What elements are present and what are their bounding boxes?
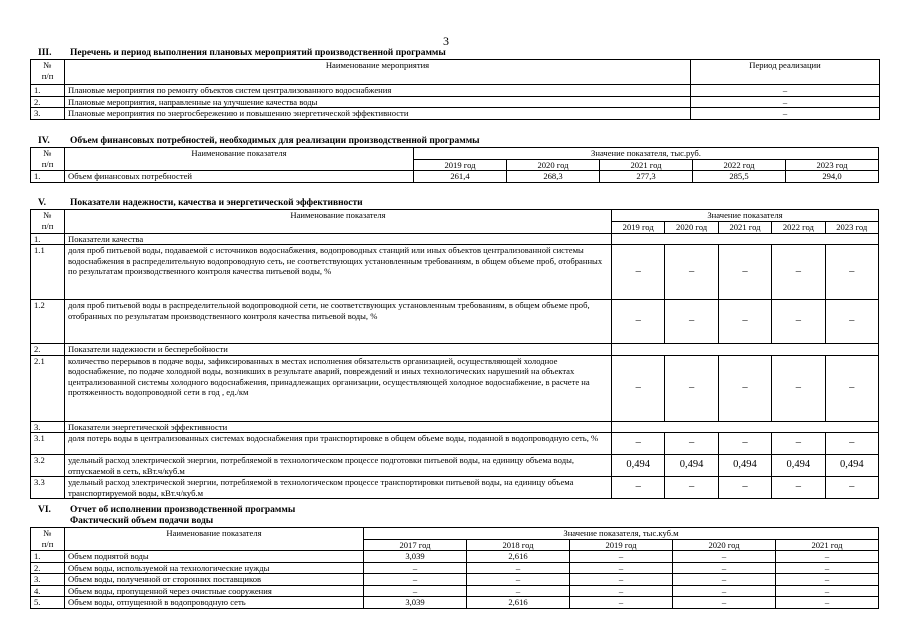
value-cell: 277,3: [600, 171, 693, 183]
value-cell: 294,0: [786, 171, 879, 183]
year-header: 2021 год: [600, 159, 693, 171]
table-row: [31, 597, 879, 609]
year-header: 2017 год: [364, 539, 467, 551]
section-4-number: IV.: [38, 136, 50, 146]
year-header: 2022 год: [693, 159, 786, 171]
value-cell: –: [467, 562, 570, 574]
section-4-title: Объем финансовых потребностей, необходимых для реализации производственной программы: [70, 136, 480, 146]
value-cell: 0,494: [612, 455, 665, 477]
row-number: 5.: [31, 597, 65, 609]
value-cell: –: [825, 300, 878, 344]
value-cell: 0,494: [772, 455, 825, 477]
table-row: [31, 355, 879, 421]
value-cell: 3,039: [364, 551, 467, 563]
value-cell: –: [570, 562, 673, 574]
value-cell: –: [772, 433, 825, 455]
section-3-heading: [38, 48, 446, 58]
value-cell: –: [718, 433, 771, 455]
row-name: доля проб питьевой воды в распределительной водопроводной сети, не соответствующих установленным требованиям, в общем объеме проб, отобранных по результатам производственного контроля качества питьевой воды, %: [65, 300, 612, 344]
value-cell: –: [364, 574, 467, 586]
value-cell: –: [776, 574, 879, 586]
group-title: Показатели качества: [65, 233, 612, 245]
value-cell: –: [776, 562, 879, 574]
empty-cell: [612, 344, 879, 356]
value-cell: –: [776, 597, 879, 609]
group-row: [31, 344, 879, 356]
value-cell: –: [665, 477, 718, 499]
value-cell: –: [776, 585, 879, 597]
value-cell: –: [718, 477, 771, 499]
empty-cell: [612, 421, 879, 433]
row-number: 3.: [31, 421, 65, 433]
row-number: 3.3: [31, 477, 65, 499]
table-header-row: [31, 148, 879, 160]
col-header-no: № п/п: [31, 528, 65, 551]
row-number: 2.1: [31, 355, 65, 421]
value-cell: –: [665, 300, 718, 344]
col-header-no: № п/п: [31, 60, 65, 85]
table-header-row: [31, 210, 879, 222]
value-cell: –: [776, 551, 879, 563]
value-cell: –: [570, 585, 673, 597]
value-cell: –: [665, 433, 718, 455]
table-header-row: [31, 60, 880, 85]
year-header: 2020 год: [673, 539, 776, 551]
empty-cell: [612, 233, 879, 245]
row-number: 2.: [31, 344, 65, 356]
group-row: [31, 233, 879, 245]
row-number: 3.: [31, 108, 65, 120]
row-number: 1.: [31, 233, 65, 245]
value-cell: –: [612, 433, 665, 455]
year-header: 2020 год: [507, 159, 600, 171]
value-cell: 268,3: [507, 171, 600, 183]
table-row: [31, 85, 880, 97]
row-period: –: [691, 96, 880, 108]
col-header-value: Значение показателя, тыс.руб.: [414, 148, 879, 160]
value-cell: –: [718, 355, 771, 421]
value-cell: 2,616: [467, 551, 570, 563]
table-row: [31, 585, 879, 597]
year-header: 2023 год: [786, 159, 879, 171]
table-row: [31, 433, 879, 455]
col-header-name: Наименование показателя: [65, 210, 612, 234]
row-number: 1.: [31, 171, 65, 183]
table-row: [31, 171, 879, 183]
row-number: 4.: [31, 585, 65, 597]
year-header: 2019 год: [570, 539, 673, 551]
section-6-number: VI.: [38, 505, 51, 515]
row-number: 3.1: [31, 433, 65, 455]
value-cell: –: [718, 245, 771, 300]
col-header-value: Значение показателя, тыс.куб.м: [364, 528, 879, 540]
section-4-heading: [38, 136, 480, 146]
year-header: 2020 год: [665, 221, 718, 233]
row-number: 1.: [31, 85, 65, 97]
row-name: Объем финансовых потребностей: [65, 171, 414, 183]
col-header-period: Период реализации: [691, 60, 880, 85]
year-header: 2023 год: [825, 221, 878, 233]
row-name: Объем воды, используемой на технологические нужды: [65, 562, 364, 574]
value-cell: –: [673, 597, 776, 609]
value-cell: –: [570, 574, 673, 586]
value-cell: 0,494: [665, 455, 718, 477]
section-6-heading: [38, 505, 295, 515]
table-row: [31, 96, 880, 108]
value-cell: –: [825, 355, 878, 421]
year-header: 2019 год: [612, 221, 665, 233]
year-header: 2021 год: [776, 539, 879, 551]
row-name: Плановые мероприятия по ремонту объектов систем централизованного водоснабжения: [65, 85, 691, 97]
group-title: Показатели энергетической эффективности: [65, 421, 612, 433]
year-header: 2018 год: [467, 539, 570, 551]
value-cell: –: [673, 551, 776, 563]
value-cell: –: [825, 477, 878, 499]
row-number: 3.2: [31, 455, 65, 477]
value-cell: –: [673, 585, 776, 597]
value-cell: –: [772, 355, 825, 421]
group-title: Показатели надежности и бесперебойности: [65, 344, 612, 356]
table-row: [31, 477, 879, 499]
row-number: 2.: [31, 96, 65, 108]
section-5-number: V.: [38, 198, 47, 208]
value-cell: –: [612, 300, 665, 344]
value-cell: –: [772, 300, 825, 344]
value-cell: –: [772, 477, 825, 499]
row-name: Объем воды, пропущенной через очистные сооружения: [65, 585, 364, 597]
row-name: Объем воды, отпущенной в водопроводную сеть: [65, 597, 364, 609]
value-cell: 0,494: [718, 455, 771, 477]
row-name: количество перерывов в подаче воды, зафиксированных в местах исполнения обязательств организацией, осуществляющей холодное водоснабжение, по подаче холодной воды, возникших в результате аварий, повреждений и иных технологических нарушений на объектах централизованной системы холодного водоснабжения, принадлежащих организации, осуществляющей холодное водоснабжение, в расчете на протяженность водопроводной сети в год , ед./км: [65, 355, 612, 421]
value-cell: –: [825, 433, 878, 455]
value-cell: –: [612, 477, 665, 499]
value-cell: –: [612, 355, 665, 421]
section-3-title: Перечень и период выполнения плановых мероприятий производственной программы: [70, 48, 446, 58]
value-cell: 0,494: [825, 455, 878, 477]
row-number: 3.: [31, 574, 65, 586]
value-cell: –: [570, 551, 673, 563]
col-header-name: Наименование показателя: [65, 528, 364, 551]
table-row: [31, 455, 879, 477]
row-name: доля потерь воды в централизованных системах водоснабжения при транспортировке в общем объеме воды, поданной в водопроводную сеть, %: [65, 433, 612, 455]
section-5-heading: [38, 198, 363, 208]
section-5-table: [30, 209, 879, 499]
group-row: [31, 421, 879, 433]
value-cell: –: [665, 355, 718, 421]
table-header-row: [31, 528, 879, 540]
value-cell: –: [570, 597, 673, 609]
section-4-table: [30, 147, 879, 183]
table-row: [31, 108, 880, 120]
table-row: [31, 562, 879, 574]
col-header-value: Значение показателя: [612, 210, 879, 222]
year-header: 2022 год: [772, 221, 825, 233]
row-name: Объем поднятой воды: [65, 551, 364, 563]
page-number: 3: [443, 34, 449, 48]
row-name: удельный расход электрической энергии, потребляемой в технологическом процессе подготовки питьевой воды, на единицу объема воды, отпускаемой в сеть, кВт.ч/куб.м: [65, 455, 612, 477]
section-3-table: [30, 59, 880, 120]
row-number: 1.1: [31, 245, 65, 300]
value-cell: –: [467, 574, 570, 586]
row-name: доля проб питьевой воды, подаваемой с источников водоснабжения, водопроводных станций или иных объектов централизованной системы водоснабжения в распределительную водопроводную сеть, не соответствующих установленным требованиям, в общем объеме проб, отобранных по результатам производственного контроля качества питьевой воды, %: [65, 245, 612, 300]
value-cell: –: [825, 245, 878, 300]
value-cell: –: [673, 574, 776, 586]
value-cell: 285,5: [693, 171, 786, 183]
section-6-table: [30, 527, 879, 609]
year-header: 2021 год: [718, 221, 771, 233]
row-number: 2.: [31, 562, 65, 574]
value-cell: 3,039: [364, 597, 467, 609]
col-header-name: Наименование мероприятия: [65, 60, 691, 85]
value-cell: –: [772, 245, 825, 300]
row-name: удельный расход электрической энергии, потребляемой в технологическом процессе транспортировки питьевой воды, на единицу объема транспортируемой воды, кВт.ч/куб.м: [65, 477, 612, 499]
table-row: [31, 245, 879, 300]
row-period: –: [691, 108, 880, 120]
row-name: Плановые мероприятия по энергосбережению и повышению энергетической эффективности: [65, 108, 691, 120]
section-6-title: Отчет об исполнении производственной программы: [70, 505, 296, 515]
section-3-number: III.: [38, 48, 52, 58]
value-cell: 261,4: [414, 171, 507, 183]
value-cell: –: [718, 300, 771, 344]
table-row: [31, 574, 879, 586]
row-name: Объем воды, полученной от сторонних поставщиков: [65, 574, 364, 586]
value-cell: –: [665, 245, 718, 300]
row-number: 1.2: [31, 300, 65, 344]
section-6-subtitle: Фактический объем подачи воды: [70, 516, 214, 526]
year-header: 2019 год: [414, 159, 507, 171]
col-header-no: № п/п: [31, 210, 65, 234]
col-header-no: № п/п: [31, 148, 65, 171]
value-cell: –: [467, 585, 570, 597]
value-cell: –: [612, 245, 665, 300]
row-number: 1.: [31, 551, 65, 563]
value-cell: –: [364, 562, 467, 574]
value-cell: –: [364, 585, 467, 597]
row-name: Плановые мероприятия, направленные на улучшение качества воды: [65, 96, 691, 108]
table-row: [31, 551, 879, 563]
value-cell: 2,616: [467, 597, 570, 609]
row-period: –: [691, 85, 880, 97]
section-5-title: Показатели надежности, качества и энергетической эффективности: [70, 198, 363, 208]
col-header-name: Наименование показателя: [65, 148, 414, 171]
table-row: [31, 300, 879, 344]
value-cell: –: [673, 562, 776, 574]
